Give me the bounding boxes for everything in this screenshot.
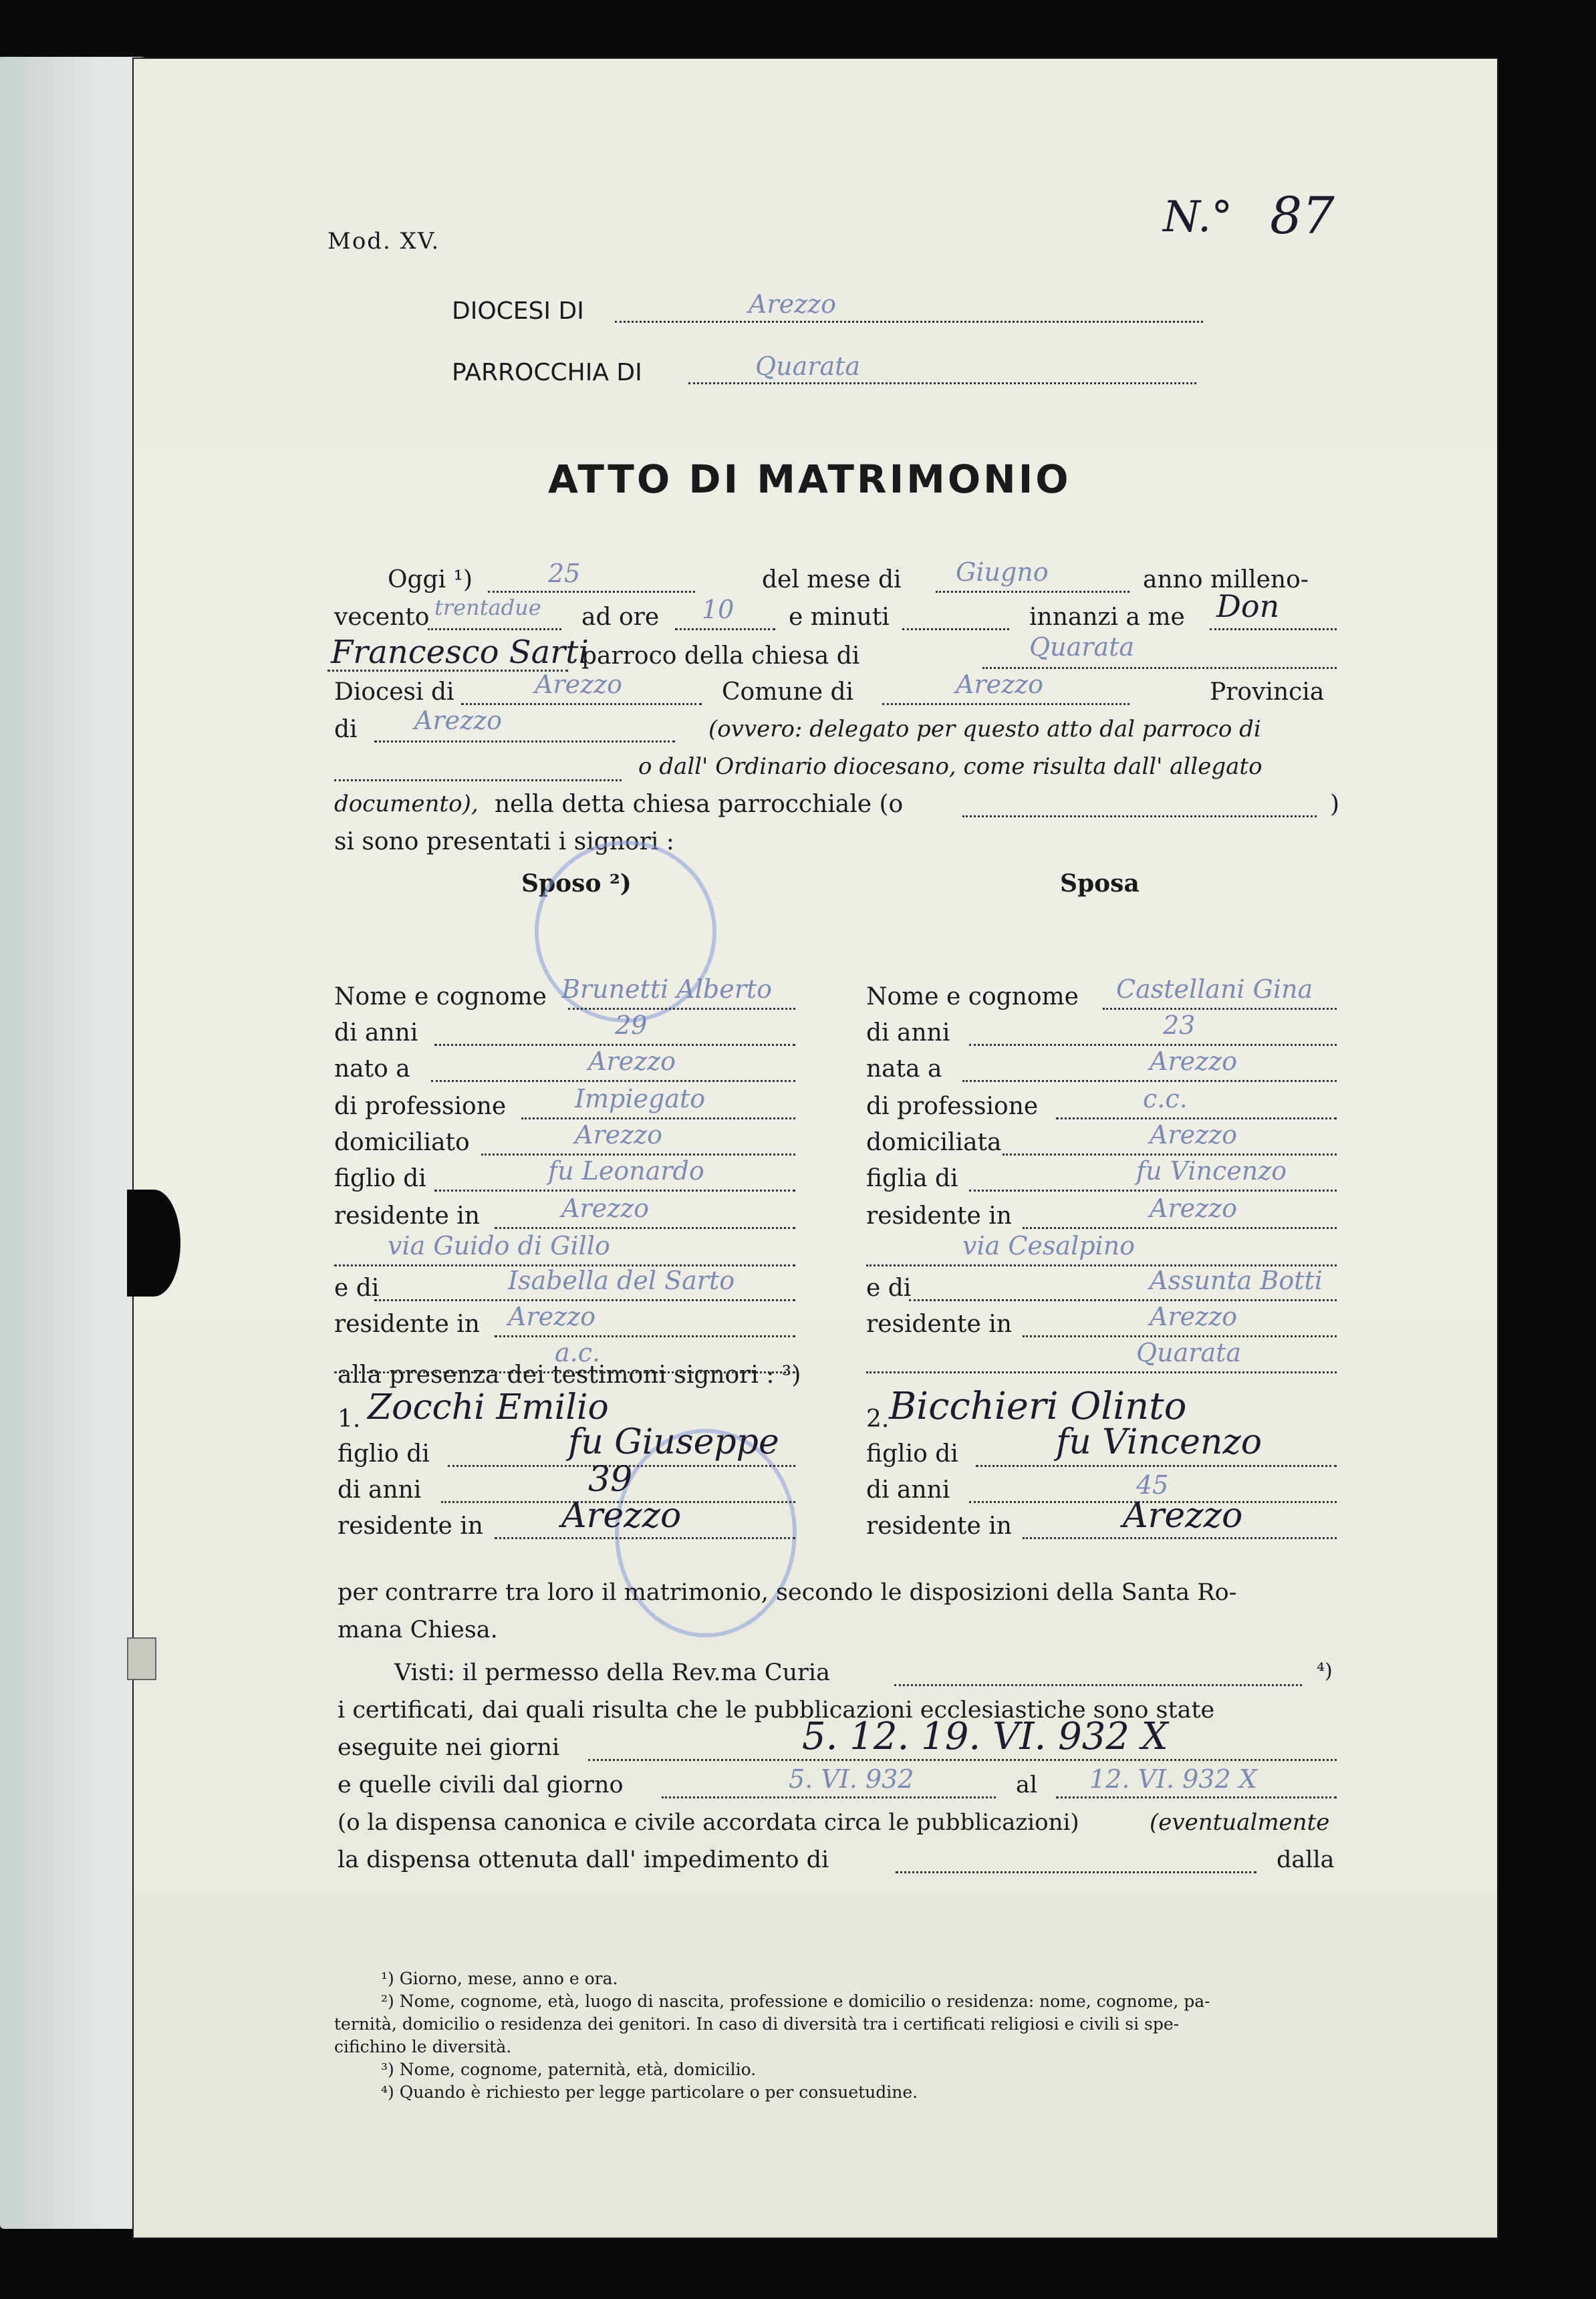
sposo-line-8 [374, 1299, 795, 1301]
sposo-value-3: Impiegato [575, 1084, 706, 1113]
curia-line [894, 1684, 1302, 1686]
sposo-line-1 [434, 1044, 795, 1046]
witness2-res: Arezzo [1123, 1496, 1243, 1536]
witness1-father: fu Giuseppe [568, 1422, 779, 1462]
day-line [488, 591, 695, 593]
footnote-2c: cifichino le diversità. [334, 2037, 512, 2056]
parish-label: PARROCCHIA DI [452, 359, 642, 386]
minutes-line [902, 628, 1009, 630]
sposo-line-6 [495, 1227, 795, 1229]
don-value: Don [1216, 588, 1280, 624]
document-page [134, 59, 1497, 2238]
eseguite-line [588, 1759, 1337, 1761]
sposa-label-5: figlia di [866, 1165, 958, 1192]
church-value: Quarata [1029, 632, 1135, 662]
sposo-label-6: residente in [334, 1202, 480, 1230]
witness1-name: Zocchi Emilio [368, 1387, 609, 1428]
visti-text: Visti: il permesso della Rev.ma Curia [394, 1659, 830, 1686]
sposo-label-2: nato a [334, 1055, 410, 1083]
province-line [374, 740, 675, 742]
sposa-value-0: Castellani Gina [1116, 974, 1313, 1004]
civili-to-line [1056, 1796, 1337, 1798]
left-page-edge [0, 57, 144, 2229]
sposo-value-9: Arezzo [508, 1302, 596, 1331]
presentati-text: si sono presentati i signori : [334, 828, 674, 855]
innanzi-label: innanzi a me [1029, 603, 1185, 631]
parroco-label: parroco della chiesa di [581, 642, 860, 670]
closing-line-2: mana Chiesa. [338, 1617, 498, 1643]
sposa-value-1: 23 [1163, 1010, 1196, 1040]
note4-mark: ⁴) [1317, 1659, 1333, 1683]
diocesi-label: Diocesi di [334, 678, 454, 706]
sposo-label-8: e di [334, 1274, 380, 1302]
footnote-3: ³) Nome, cognome, paternità, età, domicilio. [381, 2060, 757, 2079]
ovvero-text-2: o dall' Ordinario diocesano, come risulta dall' allegato [638, 753, 1262, 780]
eseguite-dates: 5. 12. 19. VI. 932 X [802, 1715, 1168, 1758]
diocese-value: Arezzo [749, 289, 837, 319]
sposo-line-5 [434, 1190, 795, 1192]
priest-name: Francesco Sarti [331, 634, 589, 671]
impedimento-text: la dispensa ottenuta dall' impedimento di [338, 1847, 829, 1873]
month-line [936, 591, 1129, 593]
church-line [982, 667, 1337, 669]
sposo-value-6: Arezzo [561, 1194, 650, 1223]
witness1-res-label: residente in [338, 1512, 483, 1540]
witness2-name: Bicchieri Olinto [889, 1385, 1187, 1428]
witness2-father-line [976, 1465, 1337, 1467]
sposo-value-4: Arezzo [575, 1120, 663, 1150]
witness1-age: 39 [588, 1460, 633, 1500]
witness2-figlio-label: figlio di [866, 1440, 958, 1468]
sposo-label-1: di anni [334, 1019, 418, 1047]
sposa-line-2 [962, 1080, 1337, 1082]
anno-label: anno milleno- [1143, 566, 1309, 593]
sposa-value-5: fu Vincenzo [1136, 1156, 1287, 1186]
sposo-line-4 [481, 1154, 795, 1156]
sposa-line-5 [969, 1190, 1337, 1192]
footnote-2b: ternità, domicilio o residenza dei genitori. In caso di diversità tra i certificati religiosi e civili si spe- [334, 2014, 1180, 2034]
close-paren: ) [1330, 791, 1340, 818]
eseguite-label: eseguite nei giorni [338, 1734, 560, 1761]
sposa-heading: Sposa [1060, 869, 1140, 898]
al-label: al [1016, 1772, 1038, 1798]
parish-line [688, 382, 1196, 384]
sposo-label-5: figlio di [334, 1165, 426, 1192]
witness2-anni-label: di anni [866, 1476, 950, 1504]
sposa-line-0 [1103, 1008, 1337, 1010]
month-value: Giugno [956, 557, 1049, 587]
delegate-line [334, 779, 622, 781]
minuti-label: e minuti [789, 603, 890, 631]
sposo-value-8: Isabella del Sarto [508, 1266, 735, 1295]
parish-value: Quarata [755, 352, 861, 381]
witness1-anni-label: di anni [338, 1476, 422, 1504]
sposa-label-6: residente in [866, 1202, 1012, 1230]
di-label: di [334, 716, 358, 743]
diocese-label: DIOCESI DI [452, 297, 584, 325]
comune-label: Comune di [722, 678, 854, 706]
sposa-line-9 [1023, 1335, 1337, 1337]
sposa-line-3 [1056, 1117, 1337, 1119]
sposa-line-6 [1023, 1227, 1337, 1229]
witness2-age: 45 [1136, 1470, 1169, 1500]
sposo-value-10: a.c. [555, 1338, 601, 1367]
dispensa-text: (o la dispensa canonica e civile accordata circa le pubblicazioni) [338, 1809, 1079, 1836]
comune-value: Arezzo [956, 670, 1044, 699]
provincia-label: Provincia [1210, 678, 1325, 706]
eventualmente-text: (eventualmente [1150, 1809, 1330, 1836]
sposo-value-0: Brunetti Alberto [561, 974, 773, 1004]
witness2-number: 2. [866, 1405, 890, 1433]
certificati-text: i certificati, dai quali risulta che le pubblicazioni ecclesiastiche sono state [338, 1697, 1215, 1724]
day-value: 25 [548, 559, 581, 588]
province-value: Arezzo [414, 706, 503, 735]
number-label: N.° [1163, 192, 1233, 242]
hour-value: 10 [702, 595, 735, 624]
sposa-value-8: Assunta Botti [1150, 1266, 1323, 1295]
sposo-heading: Sposo ²) [521, 869, 632, 898]
civili-label: e quelle civili dal giorno [338, 1772, 624, 1798]
nella-text: nella detta chiesa parrocchiale (o [495, 791, 904, 818]
witness2-res-label: residente in [866, 1512, 1012, 1540]
witness1-figlio-label: figlio di [338, 1440, 430, 1468]
chiesa-line [962, 815, 1317, 817]
sposo-value-2: Arezzo [588, 1047, 676, 1076]
sposo-line-10 [334, 1371, 795, 1373]
sposa-line-1 [969, 1044, 1337, 1046]
number-value: 87 [1270, 186, 1335, 245]
year-value: trentadue [434, 595, 541, 620]
sposa-value-4: Arezzo [1150, 1120, 1238, 1150]
sposa-line-10 [866, 1371, 1337, 1373]
sposo-label-3: di professione [334, 1093, 507, 1120]
diocese2-line [461, 703, 702, 705]
ovvero-text-1: (ovvero: delegato per questo atto dal parroco di [708, 716, 1261, 742]
sposa-label-3: di professione [866, 1093, 1039, 1120]
sposo-line-2 [431, 1080, 795, 1082]
sposa-line-4 [1003, 1154, 1337, 1156]
year-line [428, 628, 561, 630]
priest-line [327, 670, 568, 672]
sposo-value-7: via Guido di Gillo [388, 1231, 610, 1260]
sposo-label-9: residente in [334, 1311, 480, 1338]
footnote-1: ¹) Giorno, mese, anno e ora. [381, 1969, 618, 1988]
sposo-line-9 [495, 1335, 795, 1337]
civili-from: 5. VI. 932 [789, 1764, 914, 1794]
sposa-label-8: e di [866, 1274, 912, 1302]
sposa-value-7: via Cesalpino [962, 1231, 1136, 1260]
ore-label: ad ore [581, 603, 660, 631]
witnesses-intro: alla presenza dei testimoni signori : ³) [338, 1361, 801, 1389]
diocese-line [615, 321, 1203, 323]
vecento-label: vecento [334, 603, 430, 631]
dalla-text: dalla [1277, 1847, 1335, 1873]
sposa-value-2: Arezzo [1150, 1047, 1238, 1076]
footnote-2: ²) Nome, cognome, età, luogo di nascita, professione e domicilio o residenza: nome, cognome, pa- [381, 1992, 1210, 2011]
civili-to: 12. VI. 932 X [1089, 1764, 1257, 1794]
sposo-label-0: Nome e cognome [334, 983, 547, 1010]
sposo-line-0 [568, 1008, 795, 1010]
witness1-number: 1. [338, 1405, 361, 1433]
mese-label: del mese di [762, 566, 902, 593]
sposa-label-0: Nome e cognome [866, 983, 1079, 1010]
sposa-value-10: Quarata [1136, 1338, 1242, 1367]
closing-line-1: per contrarre tra loro il matrimonio, secondo le disposizioni della Santa Ro- [338, 1579, 1237, 1606]
civili-from-line [662, 1796, 996, 1798]
sposa-label-1: di anni [866, 1019, 950, 1047]
sposa-label-2: nata a [866, 1055, 942, 1083]
oggi-label: Oggi ¹) [388, 566, 473, 593]
torn-edge [127, 1190, 180, 1297]
impedimento-line [896, 1871, 1256, 1873]
sposa-value-3: c.c. [1143, 1084, 1188, 1113]
comune-line [882, 703, 1129, 705]
sposa-label-9: residente in [866, 1311, 1012, 1338]
sposo-value-1: 29 [615, 1010, 648, 1040]
sposo-line-3 [521, 1117, 795, 1119]
don-line [1210, 628, 1337, 630]
sposo-value-5: fu Leonardo [548, 1156, 704, 1186]
witness2-res-line [1023, 1537, 1337, 1539]
footnote-4: ⁴) Quando è richiesto per legge particolare o per consuetudine. [381, 2082, 918, 2102]
hour-line [675, 628, 775, 630]
sposo-label-4: domiciliato [334, 1129, 470, 1156]
diocese2-value: Arezzo [535, 670, 623, 699]
witness2-father: fu Vincenzo [1056, 1422, 1262, 1462]
sposa-line-8 [909, 1299, 1337, 1301]
sposa-label-4: domiciliata [866, 1129, 1002, 1156]
document-title: ATTO DI MATRIMONIO [548, 456, 1071, 502]
binding-thread [127, 1637, 156, 1680]
witness1-res-line [495, 1537, 795, 1539]
sposa-value-9: Arezzo [1150, 1302, 1238, 1331]
documento-text: documento), [334, 791, 479, 817]
model-label: Mod. XV. [327, 228, 440, 255]
sposa-value-6: Arezzo [1150, 1194, 1238, 1223]
witness1-res: Arezzo [561, 1496, 682, 1536]
